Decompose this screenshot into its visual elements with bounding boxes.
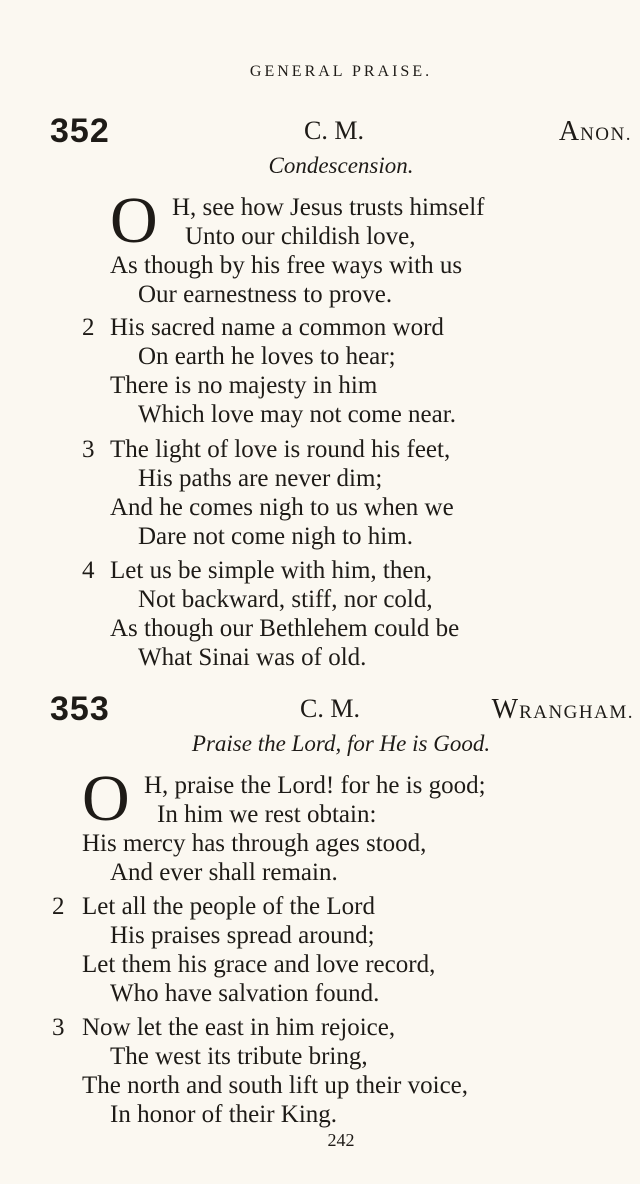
hymn-meter: C. M.: [300, 694, 360, 723]
hymn-line: Dare not come nigh to him.: [138, 523, 413, 550]
hymn-author: [559, 116, 632, 148]
hymn-line: H, praise the Lord! for he is good;: [144, 772, 486, 799]
hymn-line: Our earnestness to prove.: [138, 281, 393, 308]
hymn-line: Let us be simple with him, then,: [110, 557, 433, 584]
hymn-line: On earth he loves to hear;: [138, 343, 396, 370]
hymn-number: 352: [50, 112, 110, 150]
hymn-line: Not backward, stiff, nor cold,: [138, 586, 433, 613]
hymn-subtitle: Condescension.: [268, 153, 414, 178]
hymn-line: In honor of their King.: [110, 1101, 338, 1128]
hymn-number: 353: [50, 690, 110, 728]
page-number: 242: [327, 1130, 355, 1150]
hymn-line: His mercy has through ages stood,: [82, 830, 427, 857]
author-initial: W: [491, 694, 520, 725]
hymn-line: His praises spread around;: [110, 922, 375, 949]
hymn-line: There is no majesty in him: [110, 372, 378, 399]
verse-number: 3: [52, 1014, 65, 1041]
hymn-line: Let all the people of the Lord: [82, 893, 375, 920]
verse-number: 2: [82, 314, 95, 341]
hymn-line: His sacred name a common word: [110, 314, 444, 341]
drop-cap: O: [82, 762, 130, 835]
hymn-352-heading: [0, 112, 640, 152]
hymn-line: And he comes nigh to us when we: [110, 494, 454, 521]
hymn-line: Now let the east in him rejoice,: [82, 1014, 396, 1041]
hymn-line: Which love may not come near.: [138, 401, 456, 428]
hymn-line: Unto our childish love,: [185, 223, 416, 250]
verse-number: 2: [52, 893, 65, 920]
hymn-line: The light of love is round his feet,: [110, 436, 451, 463]
hymn-author: [492, 694, 634, 726]
hymn-353-heading: [0, 690, 640, 730]
hymn-meter: C. M.: [304, 116, 364, 145]
hymn-line: Who have salvation found.: [110, 980, 380, 1007]
hymn-line: And ever shall remain.: [110, 859, 338, 886]
author-initial: A: [558, 116, 581, 147]
verse-number: 4: [82, 557, 95, 584]
hymn-line: In him we rest obtain:: [157, 801, 377, 828]
drop-cap: O: [110, 184, 158, 257]
author-rest: NON.: [580, 124, 632, 145]
hymn-line: As though by his free ways with us: [110, 252, 463, 279]
hymn-line: Let them his grace and love record,: [82, 951, 436, 978]
hymn-line: The west its tribute bring,: [110, 1043, 368, 1070]
hymn-line: What Sinai was of old.: [138, 644, 367, 671]
author-rest: RANGHAM.: [519, 702, 634, 723]
hymn-line: The north and south lift up their voice,: [82, 1072, 469, 1099]
hymn-subtitle: Praise the Lord, for He is Good.: [191, 731, 491, 756]
running-header: GENERAL PRAISE.: [249, 63, 433, 80]
verse-number: 3: [82, 436, 95, 463]
hymn-line: H, see how Jesus trusts himself: [172, 194, 485, 221]
hymn-line: As though our Bethlehem could be: [110, 615, 460, 642]
hymn-line: His paths are never dim;: [138, 465, 383, 492]
